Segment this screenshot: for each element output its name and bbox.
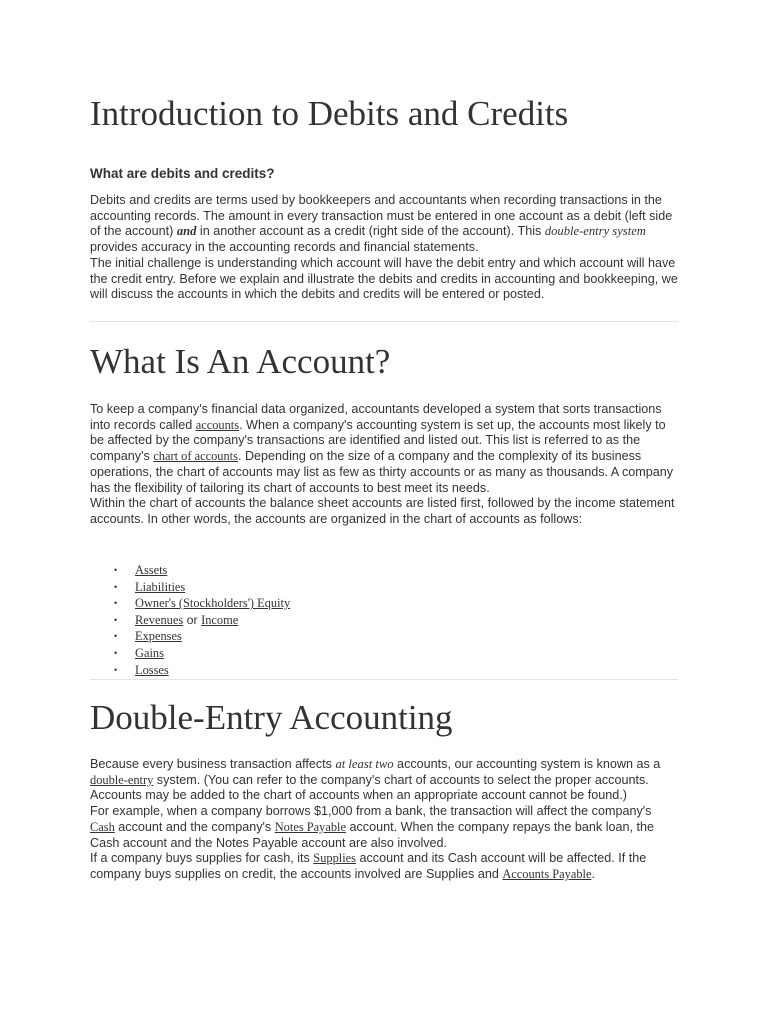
account-heading: What Is An Account? bbox=[90, 342, 391, 381]
list-item bbox=[90, 579, 290, 596]
accounts-payable-link[interactable]: Accounts Payable bbox=[502, 866, 592, 881]
double-p2-text-b: account and the company's bbox=[114, 819, 275, 834]
double-p2-text-c: account. When the company repays the bank loan, the Cash account and the Notes Payable account are also involved. bbox=[90, 819, 655, 850]
double-p2-text-a: For example, when a company borrows $1,000 from a bank, the transaction will affect the company's bbox=[90, 804, 652, 819]
list-item bbox=[90, 645, 290, 662]
intro-heading: Introduction to Debits and Credits bbox=[90, 94, 569, 133]
accounts-link[interactable]: accounts bbox=[195, 417, 240, 432]
double-p3-text-b: account and its Cash account will be affected. If the company buys supplies on credit, the accounts involved are Supplies and bbox=[90, 851, 647, 881]
gains-link[interactable]: Gains bbox=[135, 645, 164, 660]
cash-link[interactable]: Cash bbox=[90, 819, 115, 834]
account-p1-text-a: To keep a company's financial data organized, accountants developed a system that sorts transactions into records called bbox=[90, 402, 662, 432]
double-entry-body bbox=[90, 757, 678, 883]
double-p1-text-a: Because every business transaction affects bbox=[90, 757, 336, 771]
or-text: or bbox=[183, 612, 202, 627]
double-paragraph-1 bbox=[90, 757, 678, 804]
income-link[interactable]: Income bbox=[201, 612, 239, 627]
supplies-link[interactable]: Supplies bbox=[313, 851, 356, 866]
revenues-link[interactable]: Revenues bbox=[135, 612, 184, 627]
account-p1-text-c: . Depending on the size of a company and the complexity of its business operations, the chart of accounts may list as few as thirty accounts or as many as thousands. A company has the flexibility of tailoring its chart of accounts to best meet its needs. bbox=[90, 449, 674, 495]
intro-body bbox=[90, 193, 678, 303]
intro-p1-text-c: provides accuracy in the accounting records and financial statements. bbox=[90, 240, 479, 255]
double-p3-text-c: . bbox=[591, 866, 595, 881]
bullet-icon: • bbox=[114, 581, 118, 592]
account-types-list bbox=[90, 562, 290, 678]
intro-p1-text-b: in another account as a credit (right side of the account). This bbox=[196, 224, 545, 239]
account-paragraph-1 bbox=[90, 402, 678, 496]
bullet-icon: • bbox=[114, 614, 118, 625]
account-p1-text-b: . When a company's accounting system is set up, the accounts most likely to be affected by the company's transactions are identified and listed out. This list is referred to as the company's bbox=[90, 417, 666, 464]
double-entry-heading: Double-Entry Accounting bbox=[90, 698, 453, 737]
bullet-icon: • bbox=[114, 664, 118, 675]
assets-link[interactable]: Assets bbox=[135, 563, 168, 577]
intro-paragraph-1 bbox=[90, 193, 678, 256]
double-p1-text-c: system. (You can refer to the company's chart of accounts to select the proper accounts. Accounts may be added to the chart of accounts when an appropriate account cannot be found.) bbox=[90, 772, 649, 803]
losses-link[interactable]: Losses bbox=[135, 662, 169, 677]
expenses-link[interactable]: Expenses bbox=[135, 629, 182, 644]
section-divider bbox=[90, 679, 678, 680]
bullet-icon: • bbox=[114, 565, 118, 575]
intro-p1-text-a: Debits and credits are terms used by bookkeepers and accountants when recording transactions in the accounting records. The amount in every transaction must be entered in one account as a debit (left side of the account) bbox=[90, 193, 673, 239]
chart-of-accounts-link[interactable]: chart of accounts bbox=[153, 449, 238, 464]
notes-payable-link[interactable]: Notes Payable bbox=[274, 819, 346, 834]
double-paragraph-2 bbox=[90, 804, 678, 851]
double-entry-link[interactable]: double-entry bbox=[90, 772, 154, 787]
intro-paragraph-2: The initial challenge is understanding which account will have the debit entry and which account will have the credit entry. Before we explain and illustrate the debits and credits in accounting and bookkeeping, we will discuss the accounts in which the debits and credits will be entered or posted. bbox=[90, 255, 678, 302]
liabilities-link[interactable]: Liabilities bbox=[135, 579, 186, 594]
list-item bbox=[90, 562, 290, 579]
intro-subheading: What are debits and credits? bbox=[90, 166, 275, 181]
list-item bbox=[90, 662, 290, 679]
bullet-icon: • bbox=[114, 598, 118, 609]
account-body bbox=[90, 402, 678, 528]
section-divider bbox=[90, 321, 678, 322]
emphasis-double-entry-system: double-entry system bbox=[544, 224, 646, 239]
list-item bbox=[90, 612, 290, 629]
account-paragraph-2: Within the chart of accounts the balance sheet accounts are listed first, followed by the income statement accounts. In other words, the accounts are organized in the chart of accounts as follows: bbox=[90, 496, 675, 526]
list-item bbox=[90, 595, 290, 612]
bullet-icon: • bbox=[114, 631, 118, 642]
double-paragraph-3 bbox=[90, 851, 678, 882]
equity-link[interactable]: Owner's (Stockholders') Equity bbox=[135, 596, 291, 611]
emphasis-and: and bbox=[176, 224, 197, 239]
emphasis-at-least-two: at least two bbox=[335, 757, 394, 771]
double-p1-text-b: accounts, our accounting system is known as a bbox=[393, 757, 661, 771]
list-item bbox=[90, 628, 290, 645]
double-p3-text-a: If a company buys supplies for cash, its bbox=[90, 851, 314, 866]
bullet-icon: • bbox=[114, 647, 118, 658]
